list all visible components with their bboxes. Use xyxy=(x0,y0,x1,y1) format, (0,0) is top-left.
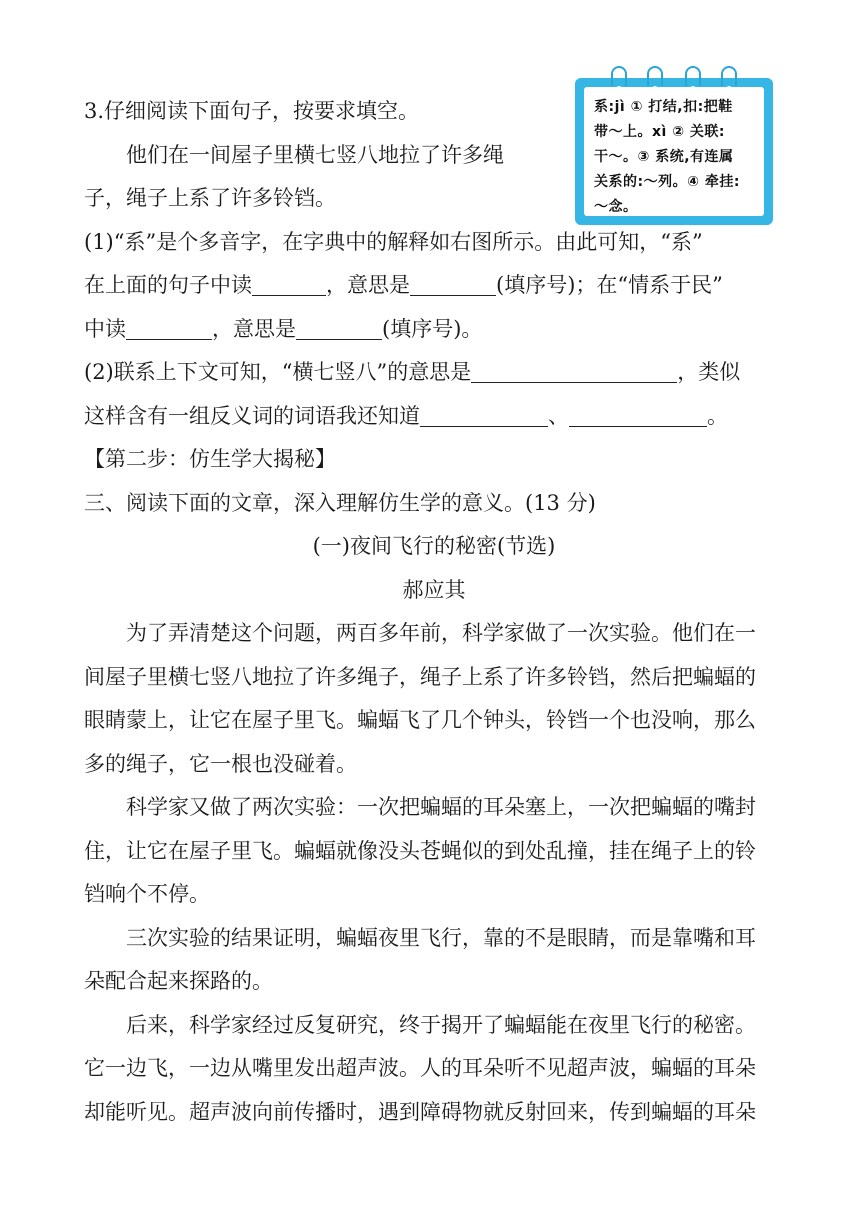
sub-question-2: 这样含有一组反义词的词语我还知道 、 。 xyxy=(84,403,728,428)
sub-question-2: (2)联系上下文可知，“横七竖八”的意思是 ，类似 xyxy=(84,360,741,384)
article-title: (一)夜间飞行的秘密(节选) xyxy=(312,534,556,558)
dictionary-line: 干～。③ 系统,有连属 xyxy=(594,149,734,165)
example-sentence: 他们在一间屋子里横七竖八地拉了许多绳 xyxy=(126,142,504,167)
answer-blank[interactable] xyxy=(569,404,707,427)
article-paragraph: 多的绳子，它一根也没碰着。 xyxy=(84,751,357,776)
dictionary-line: 关系的:～列。④ 牵挂: xyxy=(594,174,740,190)
article-paragraph: 它一边飞，一边从嘴里发出超声波。人的耳朵听不见超声波，蝙蝠的耳朵 xyxy=(84,1056,756,1080)
answer-blank[interactable] xyxy=(420,404,548,427)
article-paragraph: 眼睛蒙上，让它在屋子里飞。蝙蝠飞了几个钟头，铃铛一个也没响，那么 xyxy=(84,708,756,732)
answer-blank[interactable] xyxy=(296,317,382,340)
notebook-ring-icon xyxy=(721,66,737,86)
step-heading: 【第二步：仿生学大揭秘】 xyxy=(84,447,336,471)
dictionary-line: ～念。 xyxy=(594,199,638,215)
notebook-ring-icon xyxy=(611,66,627,86)
answer-blank[interactable] xyxy=(410,273,496,296)
section-heading: 三、阅读下面的文章，深入理解仿生学的意义。(13 分) xyxy=(84,490,596,515)
article-paragraph: 却能听见。超声波向前传播时，遇到障碍物就反射回来，传到蝙蝠的耳朵 xyxy=(84,1099,756,1124)
sub-question-1: 中读 ，意思是 (填序号)。 xyxy=(84,316,483,341)
notebook-ring-icon xyxy=(647,66,663,86)
article-paragraph: 科学家又做了两次实验：一次把蝙蝠的耳朵塞上，一次把蝙蝠的嘴封 xyxy=(126,795,756,819)
article-paragraph: 后来，科学家经过反复研究，终于揭开了蝙蝠能在夜里飞行的秘密。 xyxy=(126,1012,756,1037)
article-paragraph: 朵配合起来探路的。 xyxy=(84,969,273,993)
worksheet-page xyxy=(84,90,784,1134)
answer-blank[interactable] xyxy=(471,360,677,383)
article-paragraph: 铛响个不停。 xyxy=(84,882,210,906)
question-title: 3.仔细阅读下面句子，按要求填空。 xyxy=(84,99,420,123)
answer-blank[interactable] xyxy=(252,273,326,296)
article-paragraph: 为了弄清楚这个问题，两百多年前，科学家做了一次实验。他们在一 xyxy=(126,621,756,645)
answer-blank[interactable] xyxy=(126,317,212,340)
example-sentence: 子，绳子上系了许多铃铛。 xyxy=(84,186,336,210)
article-paragraph: 间屋子里横七竖八地拉了许多绳子，绳子上系了许多铃铛，然后把蝙蝠的 xyxy=(84,664,756,689)
sub-question-1: (1)“系”是个多音字，在字典中的解释如右图所示。由此可知，“系” xyxy=(84,229,703,254)
article-paragraph: 三次实验的结果证明，蝙蝠夜里飞行，靠的不是眼睛，而是靠嘴和耳 xyxy=(126,925,756,950)
article-paragraph: 住，让它在屋子里飞。蝙蝠就像没头苍蝇似的到处乱撞，挂在绳子上的铃 xyxy=(84,838,756,863)
dictionary-line: 系:jì ① 打结,扣:把鞋 xyxy=(594,99,733,115)
sub-question-1: 在上面的句子中读 ，意思是 (填序号)；在“情系于民” xyxy=(84,273,723,297)
dictionary-line: 带～上。xì ② 关联: xyxy=(594,124,726,140)
article-author: 郝应其 xyxy=(402,577,466,602)
notebook-ring-icon xyxy=(685,66,701,86)
